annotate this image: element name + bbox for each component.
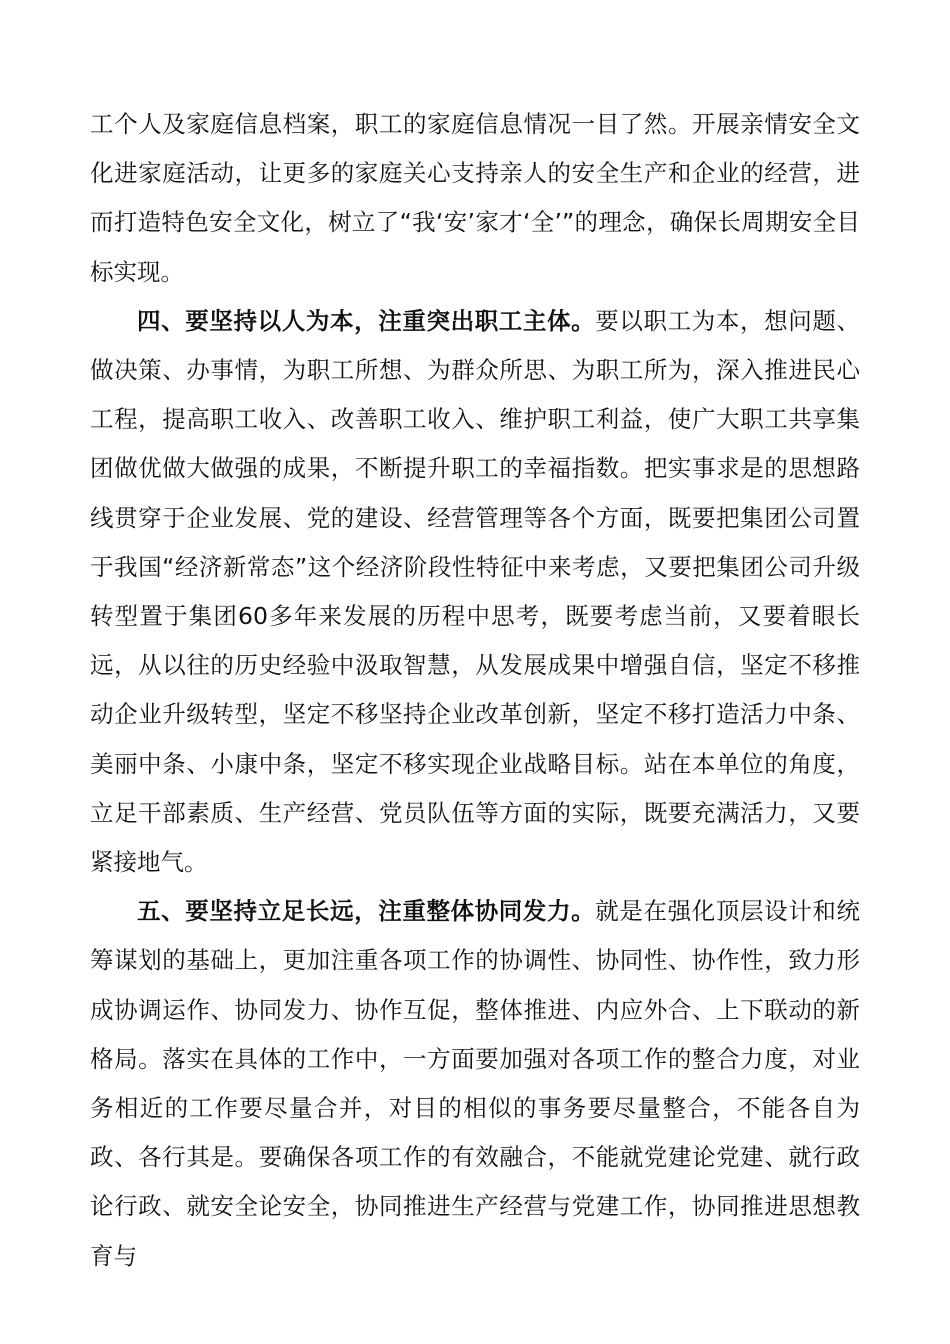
paragraph-section-four: [90, 297, 860, 887]
document-body: [90, 100, 860, 1281]
paragraph-text: 就是在强化顶层设计和统筹谋划的基础上，更加注重各项工作的协调性、协同性、协作性，致力形成协调运作、协同发力、协作互促，整体推进、内应外合、上下联动的新格局。落实在具体的工作中，一方面要加强对各项工作的整合力度，对业务相近的工作要尽量合并，对目的相似的事务要尽量整合，不能各自为政、各行其是。要确保各项工作的有效融合，不能就党建论党建、就行政论行政、就安全论安全，协同推进生产经营与党建工作，协同推进思想教育与: [90, 897, 861, 1270]
section-heading: 四、要坚持以人为本，注重突出职工主体。: [137, 306, 596, 335]
paragraph-continuation: [90, 100, 860, 297]
paragraph-text: 工个人及家庭信息档案，职工的家庭信息情况一目了然。开展亲情安全文化进家庭活动，让更多的家庭关心支持亲人的安全生产和企业的经营，进而打造特色安全文化，树立了“我‘安’家才‘全’”的理念，确保长周期安全目标实现。: [90, 110, 860, 286]
paragraph-text: 要以职工为本，想问题、做决策、办事情，为职工所想、为群众所思、为职工所为，深入推进民心工程，提高职工收入、改善职工收入、维护职工利益，使广大职工共享集团做优做大做强的成果，不断提升职工的幸福指数。把实事求是的思想路线贯穿于企业发展、党的建设、经营管理等各个方面，既要把集团公司置于我国“经济新常态”这个经济阶段性特征中来考虑，又要把集团公司升级转型置于集团60多年来发展的历程中思考，既要考虑当前，又要着眼长远，从以往的历史经验中汲取智慧，从发展成果中增强自信，坚定不移推动企业升级转型，坚定不移坚持企业改革创新，坚定不移打造活力中条、美丽中条、小康中条，坚定不移实现企业战略目标。站在本单位的角度，立足干部素质、生产经营、党员队伍等方面的实际，既要充满活力，又要紧接地气。: [90, 306, 861, 877]
paragraph-section-five: [90, 887, 860, 1281]
section-heading: 五、要坚持立足长远，注重整体协同发力。: [137, 897, 596, 926]
